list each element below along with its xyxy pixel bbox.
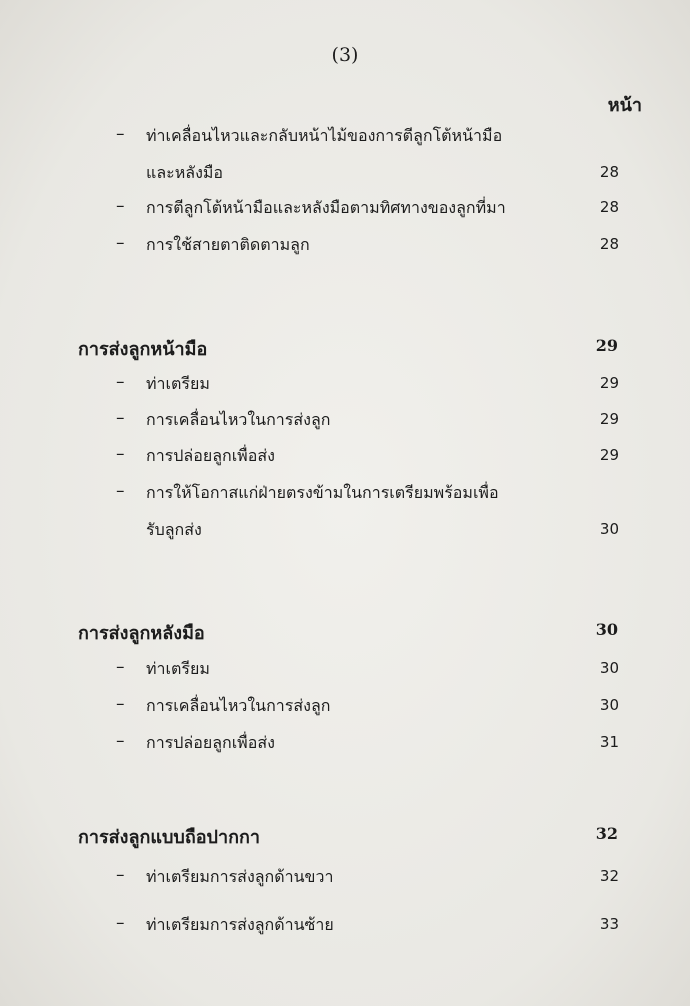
entry-page: 33 [599,915,619,933]
toc-entry [0,657,690,687]
page-column-header: หน้า [607,95,642,116]
section-page: 29 [595,336,618,355]
entry-label: ท่าเตรียม [146,374,210,393]
entry-label: และหลังมือ [146,163,224,182]
entry-dash: – [116,408,125,428]
entry-label: ท่าเตรียมการส่งลูกด้านซ้าย [146,915,334,934]
entry-dash: – [116,444,125,464]
entry-dash: – [116,657,125,677]
entry-label: การเคลื่อนไหวในการส่งลูก [146,410,331,429]
entry-dash: – [116,372,125,392]
entry-label: รับลูกส่ง [146,520,202,539]
entry-page: 30 [599,696,619,714]
entry-page: 31 [599,733,619,751]
entry-label: ท่าเตรียมการส่งลูกด้านขวา [146,867,334,886]
entry-label: การให้โอกาสแก่ฝ่ายตรงข้ามในการเตรียมพร้อมเพื่อ [146,483,499,502]
entry-page: 29 [599,446,619,464]
toc-entry [0,865,690,895]
entry-dash: – [116,124,125,144]
section-title: การส่งลูกแบบถือปากกา [78,827,260,848]
toc-entry [0,913,690,943]
toc-section-heading [0,822,690,852]
section-page: 30 [595,620,618,639]
entry-dash: – [116,731,125,751]
entry-dash: – [116,694,125,714]
toc-section-heading [0,618,690,648]
entry-label: การปล่อยลูกเพื่อส่ง [146,446,275,465]
page-number: (3) [331,44,359,66]
toc-entry [0,233,690,263]
section-title: การส่งลูกหน้ามือ [78,339,208,360]
toc-entry-continuation [0,518,690,548]
toc-entry [0,196,690,226]
entry-label: การตีลูกโต้หน้ามือและหลังมือตามทิศทางของลูกที่มา [146,198,506,217]
entry-page: 28 [599,163,619,181]
entry-page: 32 [599,867,619,885]
section-title: การส่งลูกหลังมือ [78,623,205,644]
toc-entry [0,124,690,154]
toc-entry [0,444,690,474]
entry-label: ท่าเคลื่อนไหวและกลับหน้าไม้ของการตีลูกโต้หน้ามือ [146,126,503,145]
entry-dash: – [116,913,125,933]
toc-entry [0,372,690,402]
section-page: 32 [595,824,618,843]
entry-dash: – [116,196,125,216]
entry-page: 28 [599,235,619,253]
entry-label: การใช้สายตาติดตามลูก [146,235,310,254]
entry-dash: – [116,233,125,253]
toc-entry [0,731,690,761]
entry-label: การเคลื่อนไหวในการส่งลูก [146,696,331,715]
entry-label: การปล่อยลูกเพื่อส่ง [146,733,275,752]
toc-entry [0,481,690,511]
entry-page: 29 [599,374,619,392]
toc-entry-continuation [0,161,690,191]
entry-page: 28 [599,198,619,216]
entry-page: 30 [599,659,619,677]
entry-page: 30 [599,520,619,538]
entry-label: ท่าเตรียม [146,659,210,678]
entry-page: 29 [599,410,619,428]
entry-dash: – [116,481,125,501]
toc-entry [0,694,690,724]
toc-section-heading [0,334,690,364]
toc-entry [0,408,690,438]
entry-dash: – [116,865,125,885]
